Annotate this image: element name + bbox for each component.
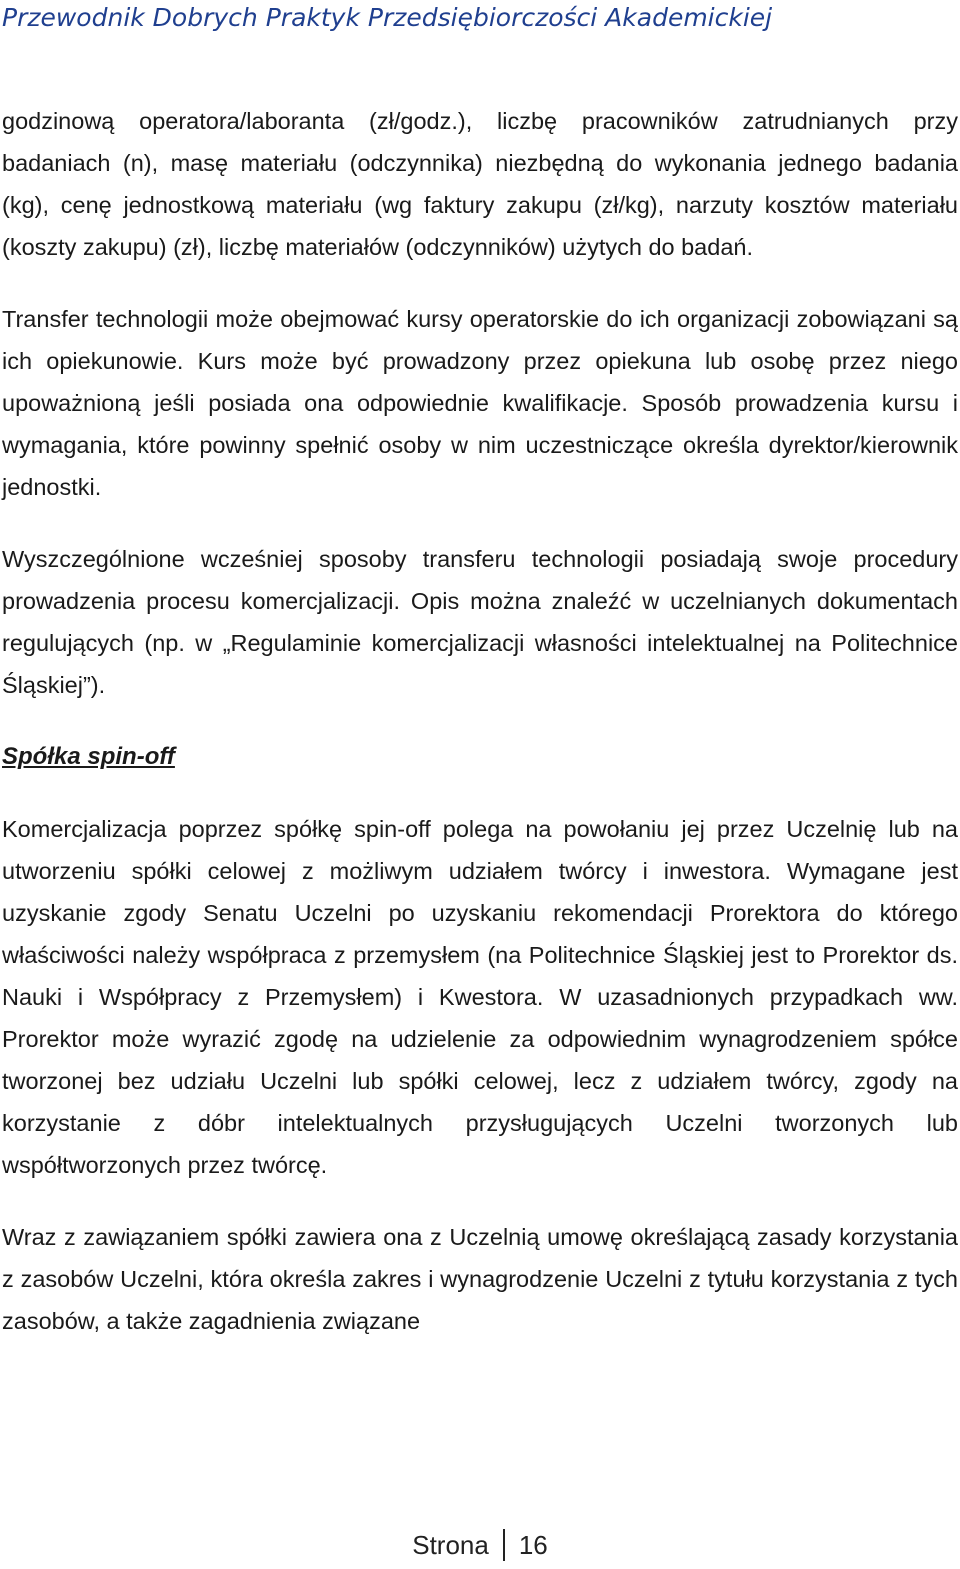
paragraph-technology-transfer-courses: Transfer technologii może obejmować kursy operatorskie do ich organizacji zobowiązani są ich opiekunowie. Kurs może być prowadzony przez opiekuna lub osobę przez niego upoważnioną jeśli posiada ona odpowiednie kwalifikacje. Sposób prowadzenia kursu i wymagania, które powinny spełnić osoby w nim uczestniczące określa dyrektor/kierownik jednostki.	[2, 306, 958, 500]
document-header-title: Przewodnik Dobrych Praktyk Przedsiębiorczości Akademickiej	[2, 3, 773, 32]
paragraph-spin-off-commercialization: Komercjalizacja poprzez spółkę spin-off polega na powołaniu jej przez Uczelnię lub na utworzeniu spółki celowej z możliwym udziałem twórcy i inwestora. Wymagane jest uzyskanie zgody Senatu Uczelni po uzyskaniu rekomendacji Prorektora do którego właściwości należy współpraca z przemysłem (na Politechnice Śląskiej jest to Prorektor ds. Nauki i Współpracy z Przemysłem) i Kwestora. W uzasadnionych przypadkach ww. Prorektor może wyrazić zgodę na udzielenie za odpowiednim wynagrodzeniem spółce tworzonej bez udziału Uczelni lub spółki celowej, lecz z udziałem twórcy, zgody na korzystanie z dóbr intelektualnych przysługujących Uczelni tworzonych lub współtworzonych przez twórcę.	[2, 816, 958, 1178]
page-footer	[0, 1525, 960, 1565]
page-label: Strona	[412, 1530, 489, 1560]
page-number: 16	[518, 1530, 548, 1560]
section-heading-spin-off: Spółka spin-off	[2, 743, 175, 770]
document-body	[2, 100, 958, 1342]
paragraph-cost-factors: godzinową operatora/laboranta (zł/godz.), liczbę pracowników zatrudnianych przy badaniach (n), masę materiału (odczynnika) niezbędną do wykonania jednego badania (kg), cenę jednostkową materiału (wg faktury zakupu (zł/kg), narzuty kosztów materiału (koszty zakupu) (zł), liczbę materiałów (odczynników) użytych do badań.	[2, 108, 958, 260]
paragraph-spin-off-agreement: Wraz z zawiązaniem spółki zawiera ona z Uczelnią umowę określającą zasady korzystania z zasobów Uczelni, która określa zakres i wynagrodzenie Uczelni z tytułu korzystania z tych zasobów, a także zagadnienia związane	[2, 1224, 958, 1334]
footer-separator	[503, 1529, 505, 1561]
paragraph-commercialization-procedures: Wyszczególnione wcześniej sposoby transferu technologii posiadają swoje procedury prowadzenia procesu komercjalizacji. Opis można znaleźć w uczelnianych dokumentach regulujących (np. w „Regulaminie komercjalizacji własności intelektualnej na Politechnice Śląskiej”).	[2, 546, 958, 698]
